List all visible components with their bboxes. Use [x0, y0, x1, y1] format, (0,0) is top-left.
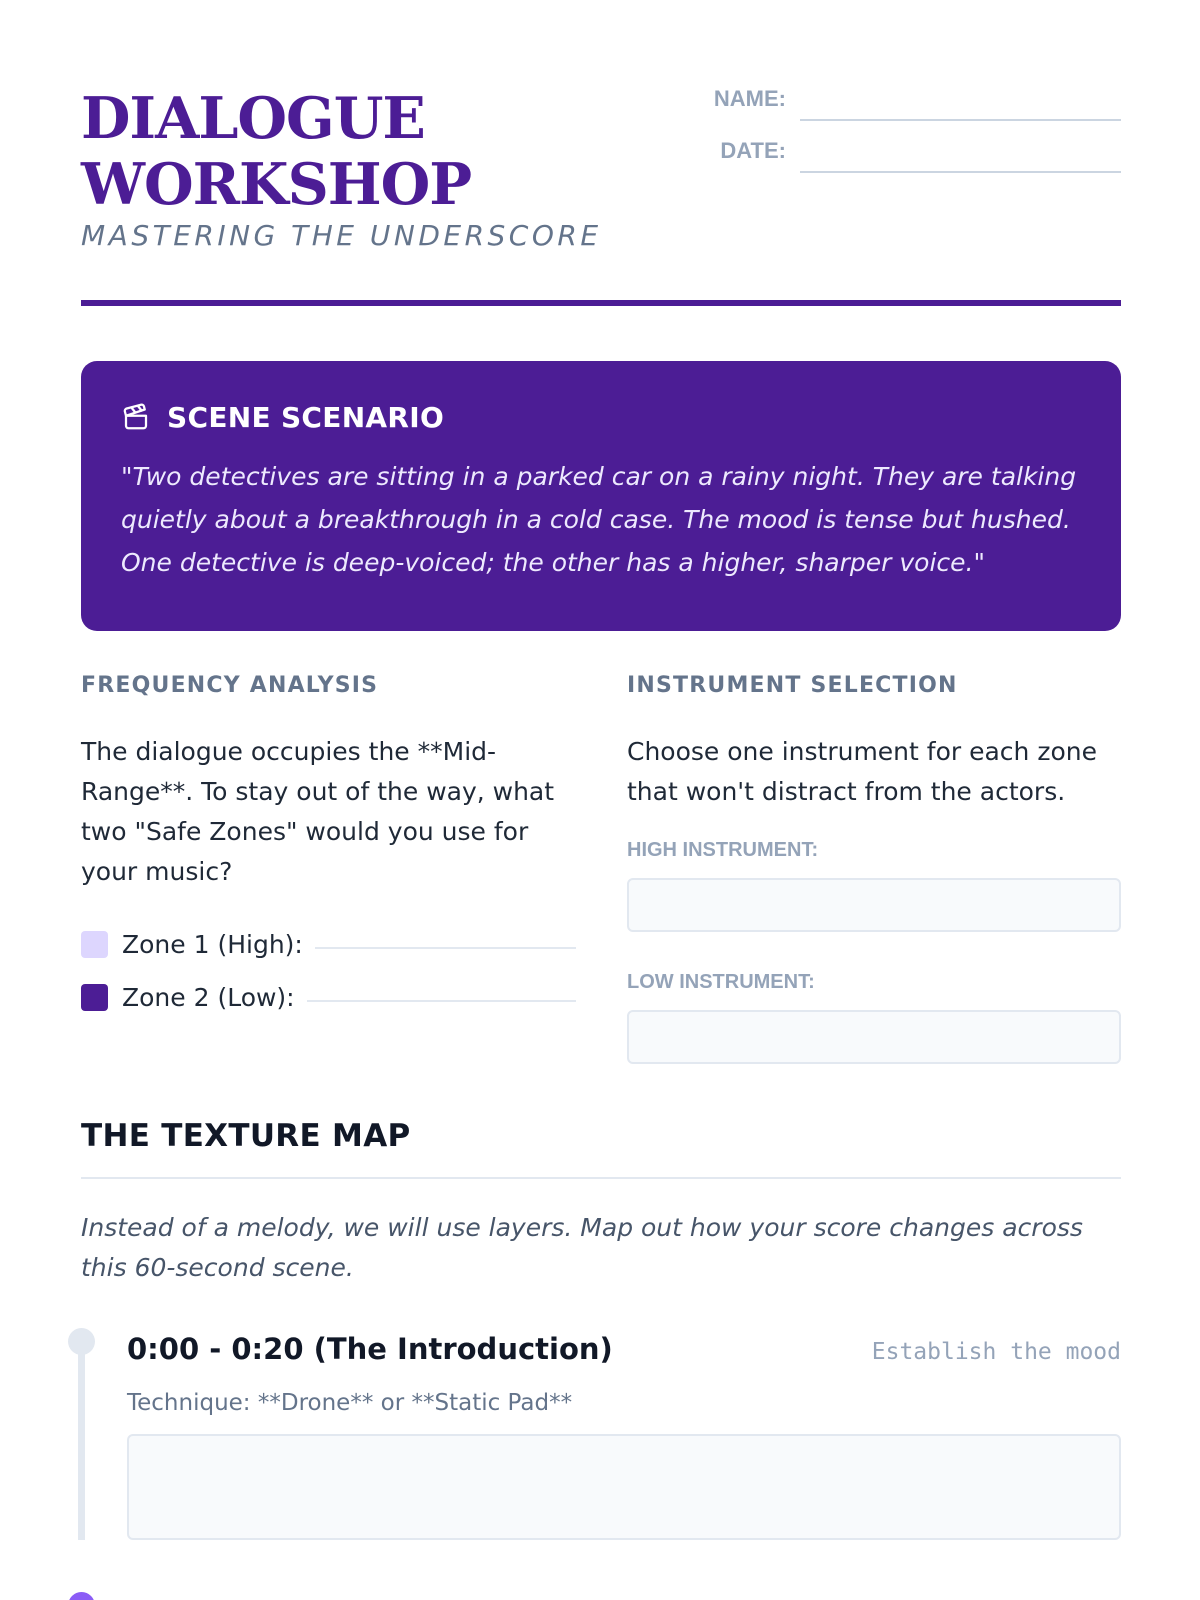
date-field[interactable] [800, 171, 1121, 173]
name-field[interactable] [800, 119, 1121, 121]
frequency-heading: FREQUENCY ANALYSIS [81, 673, 379, 698]
title-line-1: DIALOGUE [81, 85, 425, 152]
header [81, 86, 1121, 306]
name-label: NAME: [713, 86, 786, 111]
step-note: Establish the mood [871, 1339, 1121, 1365]
date-label: DATE: [720, 138, 786, 163]
texture-map-description: Instead of a melody, we will use layers. Map out how your score changes across this 60-second scene. [81, 1213, 1083, 1282]
zone-low-swatch [81, 984, 108, 1011]
step-answer-field[interactable] [127, 1434, 1121, 1540]
frequency-analysis-section [81, 670, 576, 1024]
instrument-selection-section [627, 670, 1121, 1064]
timeline-dot [68, 1328, 95, 1355]
texture-map-title: THE TEXTURE MAP [81, 1118, 411, 1154]
scenario-text: "Two detectives are sitting in a parked car on a rainy night. They are talking quietly about a breakthrough in a cold case. The mood is tense but hushed. One detective is deep-voiced; the other has a higher, sharper voice." [121, 462, 1077, 577]
zone-high-label: Zone 1 (High): [122, 930, 303, 959]
page-title [81, 86, 471, 218]
name-row [696, 86, 1121, 138]
zone-high-swatch [81, 931, 108, 958]
zone-low [81, 971, 576, 1024]
zone-low-label: Zone 2 (Low): [122, 983, 295, 1012]
page-subtitle: MASTERING THE UNDERSCORE [81, 219, 602, 252]
texture-map-divider [81, 1177, 1121, 1179]
name-date-block [696, 86, 1121, 190]
step-title: 0:00 - 0:20 (The Introduction) [127, 1332, 613, 1366]
instrument-heading: INSTRUMENT SELECTION [627, 673, 958, 698]
scene-scenario-box [81, 361, 1121, 631]
timeline-dot-next [68, 1592, 95, 1600]
zone-high [81, 918, 576, 971]
low-instrument-field[interactable] [627, 1010, 1121, 1064]
clapperboard-icon [121, 402, 151, 432]
worksheet-page [81, 0, 1121, 1600]
timeline-track [78, 1340, 85, 1540]
zone-low-answer-line[interactable] [307, 1000, 576, 1002]
low-instrument-label: LOW INSTRUMENT: [627, 971, 815, 993]
scenario-title: SCENE SCENARIO [167, 400, 445, 434]
title-line-2: WORKSHOP [81, 151, 472, 218]
date-row [696, 138, 1121, 190]
zone-high-answer-line[interactable] [315, 947, 576, 949]
scenario-header [121, 397, 1081, 437]
high-instrument-label: HIGH INSTRUMENT: [627, 839, 819, 861]
zone-list [81, 918, 576, 1024]
high-instrument-field[interactable] [627, 878, 1121, 932]
instrument-instructions: Choose one instrument for each zone that won't distract from the actors. [627, 737, 1097, 806]
step-technique: Technique: **Drone** or **Static Pad** [127, 1390, 573, 1416]
header-divider [81, 300, 1121, 306]
frequency-question: The dialogue occupies the **Mid-Range**. To stay out of the way, what two "Safe Zones" would you use for your music? [81, 737, 555, 886]
